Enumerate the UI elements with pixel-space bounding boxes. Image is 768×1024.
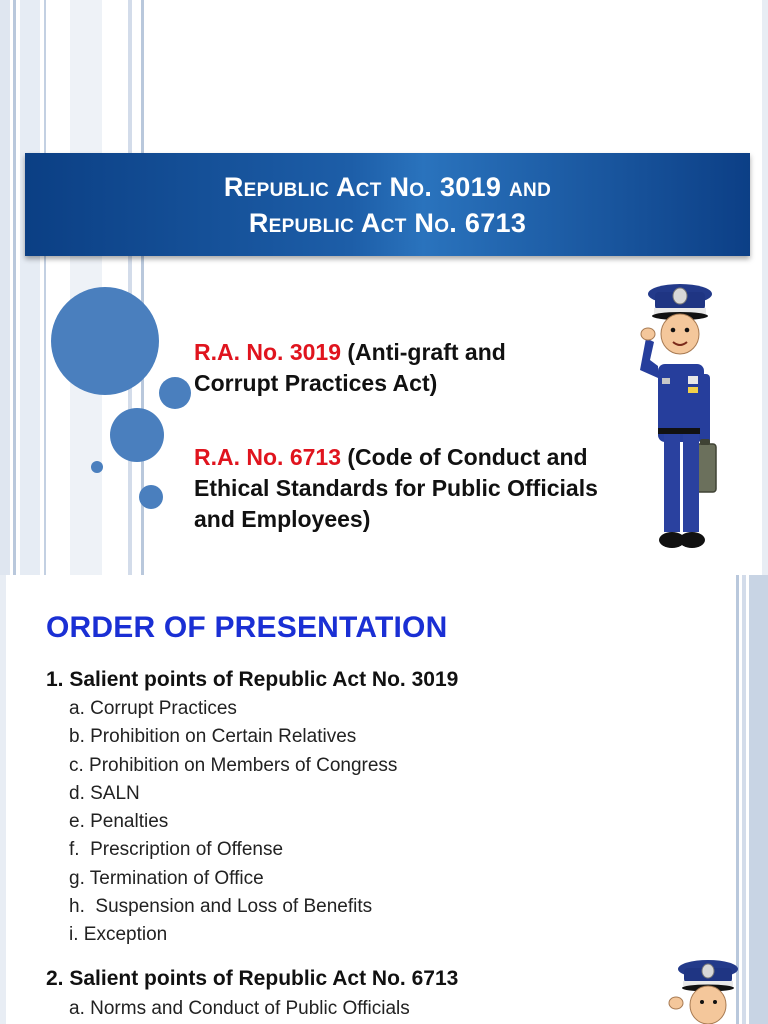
- act-code: R.A. No. 6713: [194, 444, 341, 470]
- list-item: i. Exception: [69, 924, 168, 946]
- list-item: b. Prohibition on Certain Relatives: [69, 726, 357, 748]
- left-border-line: [0, 575, 6, 1024]
- list-item: c. Prohibition on Members of Congress: [69, 754, 398, 776]
- saluting-police-officer-icon: [628, 278, 728, 558]
- decorative-circle: [51, 287, 159, 395]
- decorative-circle: [159, 377, 191, 409]
- decorative-stripes: [736, 575, 768, 1024]
- list-item: h. Suspension and Loss of Benefits: [69, 896, 373, 918]
- list-item: f. Prescription of Offense: [69, 839, 284, 861]
- section-title-6713: 2. Salient points of Republic Act No. 6713: [46, 967, 459, 990]
- outline-list-3019: [69, 695, 397, 950]
- decorative-circle: [91, 461, 103, 473]
- list-item: g. Termination of Office: [69, 867, 264, 889]
- act-item-3019: [194, 337, 554, 399]
- slide-title-line-2: Republic Act No. 6713: [248, 207, 527, 238]
- outline-list-6713: [69, 995, 410, 1023]
- list-item: a. Corrupt Practices: [69, 698, 237, 719]
- list-item: d. SALN: [69, 782, 140, 804]
- saluting-police-officer-icon: [664, 959, 748, 1024]
- right-border-line: [762, 0, 768, 575]
- act-item-6713: [194, 442, 614, 535]
- slide-title-line-1: Republic Act No. 3019 and: [223, 171, 552, 202]
- presentation-heading: ORDER OF PRESENTATION: [46, 611, 448, 644]
- section-title-3019: 1. Salient points of Republic Act No. 3019: [46, 668, 459, 691]
- act-description: (Code of Conduct and Ethical Standards for Public Officials and Employees): [194, 444, 598, 532]
- slide-2: [0, 575, 768, 1024]
- decorative-stripes: [0, 0, 150, 575]
- act-description: (Anti-graft and Corrupt Practices Act): [194, 339, 506, 396]
- list-item: e. Penalties: [69, 811, 169, 833]
- decorative-circle: [110, 408, 164, 462]
- list-item: a. Norms and Conduct of Public Officials: [69, 998, 410, 1019]
- act-code: R.A. No. 3019: [194, 339, 341, 365]
- title-banner: [25, 153, 750, 256]
- decorative-circle: [139, 485, 163, 509]
